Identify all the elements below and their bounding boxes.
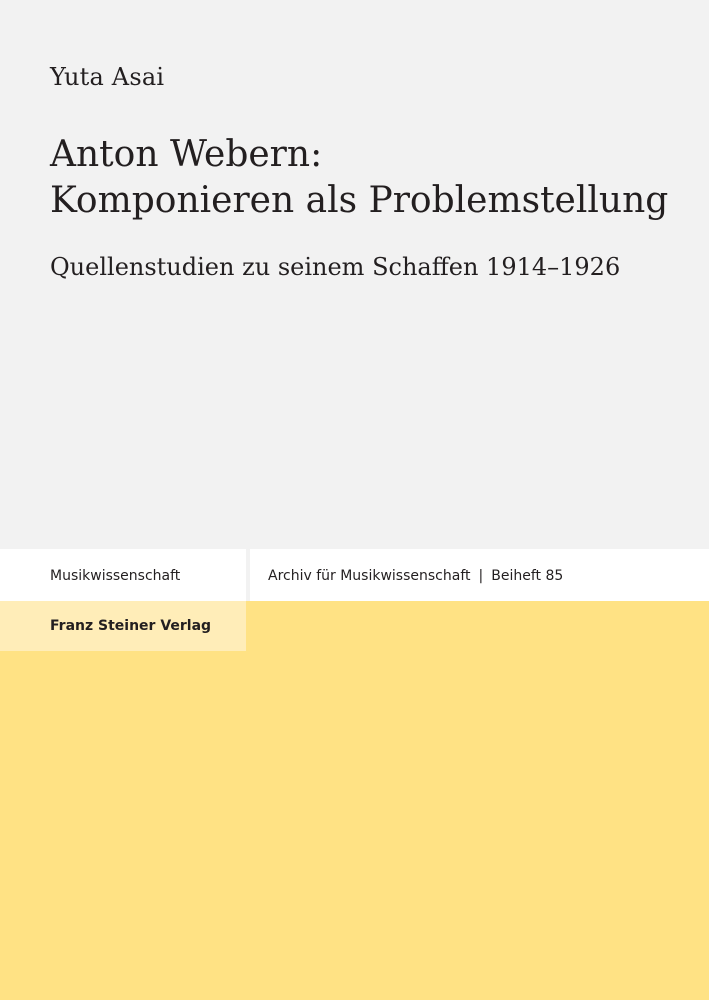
book-subtitle: Quellenstudien zu seinem Schaffen 1914–1926 [50, 253, 621, 281]
series-volume: Beiheft 85 [491, 568, 564, 584]
series-name: Archiv für Musikwissenschaft [268, 568, 471, 584]
series-separator: | [478, 568, 484, 584]
book-title [50, 132, 690, 224]
category-label: Musikwissenschaft [50, 568, 181, 584]
title-line-1: Anton Webern: [50, 134, 323, 175]
publisher-name: Franz Steiner Verlag [50, 618, 212, 634]
yellow-panel-right [246, 601, 709, 1000]
title-line-2: Komponieren als Problemstellung [50, 180, 669, 221]
series-label [268, 566, 563, 586]
author-name: Yuta Asai [50, 63, 165, 91]
yellow-panel-left [0, 651, 246, 1000]
